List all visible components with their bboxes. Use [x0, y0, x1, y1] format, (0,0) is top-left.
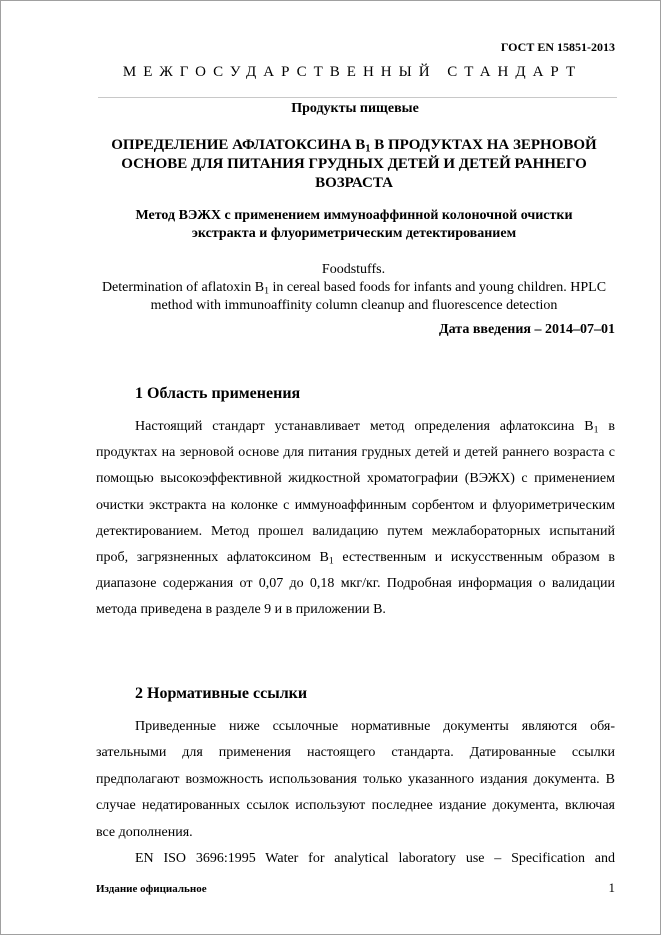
introduction-date: Дата введения – 2014–07–01	[439, 322, 615, 337]
section-2-heading: 2 Нормативные ссылки	[135, 685, 308, 702]
section-1-text-c: естественным и искусственным образом в диапазоне содержания от 0,07 до 0,18 мкг/кг. Подробная информация о валидации метода приведена в разделе 9 и в приложении B.	[96, 550, 615, 618]
header-rule	[98, 97, 617, 98]
edition-label: Издание официальное	[96, 883, 207, 895]
document-title	[98, 136, 610, 192]
english-description-prefix: Determination of aflatoxin B	[101, 280, 265, 295]
section-1-heading: 1 Область применения	[135, 385, 301, 402]
english-subscript: 1	[264, 285, 269, 297]
title-text-prefix: ОПРЕДЕЛЕНИЕ АФЛАТОКСИНА B	[111, 137, 366, 153]
english-description	[98, 279, 610, 315]
standard-kind: МЕЖГОСУДАРСТВЕННЫЙ СТАНДАРТ	[122, 64, 583, 80]
section-1-subscript-b: 1	[328, 555, 334, 567]
title-text-suffix: В ПРОДУКТАХ НА ЗЕРНОВОЙ ОСНОВЕ ДЛЯ ПИТАНИЯ ГРУДНЫХ ДЕТЕЙ И ДЕТЕЙ РАННЕГО ВОЗРАСТА	[121, 137, 597, 191]
method-subtitle: Метод ВЭЖХ с применением иммуноаффинной колоночной очистки экстракта и флуориметрическим детектированием	[135, 208, 573, 241]
page-number: 1	[608, 880, 615, 895]
title-subscript: 1	[365, 143, 371, 155]
section-2-reference	[96, 848, 615, 870]
section-1-text-a: Настоящий стандарт устанавливает метод определения афлатоксина B	[135, 419, 594, 434]
section-2-paragraph	[96, 714, 615, 846]
english-title: Foodstuffs.	[321, 262, 386, 277]
section-2-reference-text: EN ISO 3696:1995 Water for analytical laboratory use – Specification and	[135, 851, 615, 866]
section-1-subscript-a: 1	[593, 424, 599, 436]
section-1-paragraph	[96, 414, 615, 650]
document-code: ГОСТ EN 15851-2013	[500, 40, 615, 54]
subject-heading: Продукты пищевые	[291, 101, 419, 116]
english-description-suffix: in cereal based foods for infants and young children. HPLC method with immunoaffinity column cleanup and fluorescence detection	[150, 280, 607, 313]
section-2-text: Приведенные ниже ссылочные нормативные документы являются обязательными для применения настоящего стандарта. Датированные ссылки предполагают возможность использования только указанного издания документа. В случае недатированных ссылок используют последнее издание документа, включая все дополнения.	[96, 719, 615, 840]
section-1-text-b: в продуктах на зерновой основе для питания грудных детей и детей раннего возраста с помощью высокоэффективной жидкостной хроматографии (ВЭЖХ) с применением очистки экстракта на колонке с иммуноаффинным сорбентом и флуориметрическим детектированием. Метод прошел валидацию путем межлабораторных испытаний проб, загрязненных афлатоксином B	[96, 419, 615, 566]
